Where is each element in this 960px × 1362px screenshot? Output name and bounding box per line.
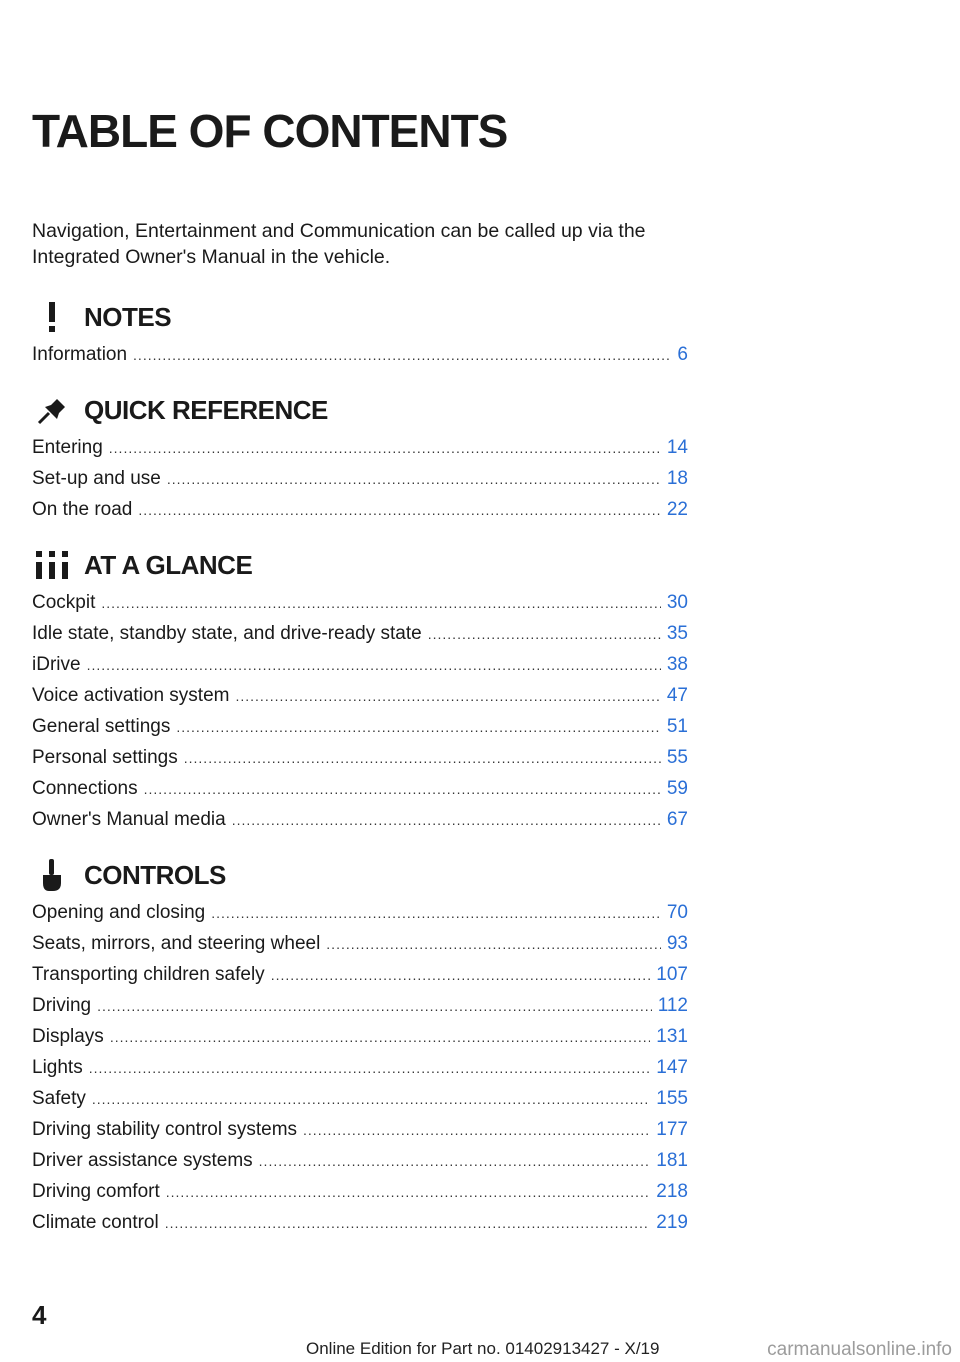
- dot-leader: [303, 1122, 650, 1138]
- toc-page-link[interactable]: 112: [657, 995, 688, 1016]
- toc-entry[interactable]: [32, 1181, 688, 1212]
- dot-leader: [428, 626, 661, 642]
- toc-entry[interactable]: [32, 468, 688, 499]
- section-title: CONTROLS: [84, 859, 226, 890]
- toc-page-link[interactable]: 177: [656, 1119, 688, 1140]
- dot-leader: [176, 719, 661, 735]
- toc-entry-label: Lights: [32, 1057, 83, 1078]
- dot-leader: [165, 1215, 651, 1231]
- dot-leader: [109, 440, 661, 456]
- toc-entry-label: Idle state, standby state, and drive-ready state: [32, 623, 422, 644]
- toc-page-link[interactable]: 18: [666, 468, 688, 489]
- dot-leader: [271, 967, 651, 983]
- toc-entry[interactable]: [32, 499, 688, 530]
- toc-entry-label: Displays: [32, 1026, 104, 1047]
- toc-section-quick-reference: [32, 389, 688, 530]
- toc-entry[interactable]: [32, 778, 688, 809]
- toc-entry[interactable]: [32, 933, 688, 964]
- toc-entry[interactable]: [32, 1088, 688, 1119]
- toc-page-link[interactable]: 219: [656, 1212, 688, 1233]
- toc-entry[interactable]: [32, 654, 688, 685]
- toc-entry-label: General settings: [32, 716, 171, 737]
- dot-leader: [166, 1184, 651, 1200]
- pin-icon: [32, 390, 72, 430]
- toc-page-link[interactable]: 93: [666, 933, 688, 954]
- toc-entry-label: Safety: [32, 1088, 86, 1109]
- toc-page-link[interactable]: 107: [656, 964, 688, 985]
- toc-entry[interactable]: [32, 1119, 688, 1150]
- dot-leader: [235, 688, 660, 704]
- toc-entry-label: Driving comfort: [32, 1181, 160, 1202]
- toc-page-link[interactable]: 14: [666, 437, 688, 458]
- dot-leader: [101, 595, 661, 611]
- dot-leader: [144, 781, 661, 797]
- toc-entry-label: Climate control: [32, 1212, 159, 1233]
- page-number: 4: [32, 1300, 47, 1330]
- toc-entry[interactable]: [32, 1026, 688, 1057]
- section-heading: [32, 389, 688, 431]
- toc-section-notes: [32, 296, 688, 375]
- section-title: NOTES: [84, 301, 172, 332]
- dot-leader: [259, 1153, 651, 1169]
- toc-entry[interactable]: [32, 344, 688, 375]
- toc-entry[interactable]: [32, 964, 688, 995]
- toc-entry-label: Entering: [32, 437, 103, 458]
- grid-icon: [32, 545, 72, 585]
- dot-leader: [92, 1091, 650, 1107]
- toc-entry-label: iDrive: [32, 654, 81, 675]
- dot-leader: [211, 905, 661, 921]
- toc-entry-label: Voice activation system: [32, 685, 230, 706]
- toc-entry-label: Seats, mirrors, and steering wheel: [32, 933, 321, 954]
- toc-entry-label: Driving: [32, 995, 92, 1016]
- dot-leader: [184, 750, 661, 766]
- toc-entry[interactable]: [32, 1150, 688, 1181]
- dot-leader: [167, 471, 661, 487]
- toc-page-link[interactable]: 70: [666, 902, 688, 923]
- toc-entry[interactable]: [32, 902, 688, 933]
- toc-entry-label: Opening and closing: [32, 902, 206, 923]
- footer-edition: Online Edition for Part no. 01402913427 - X/19: [306, 1339, 660, 1358]
- toc-page-link[interactable]: 22: [666, 499, 688, 520]
- section-heading: [32, 854, 688, 896]
- toc-entry[interactable]: [32, 437, 688, 468]
- toc-page-link[interactable]: 131: [656, 1026, 688, 1047]
- toc-page-link[interactable]: 47: [666, 685, 688, 706]
- toc-entry[interactable]: [32, 1212, 688, 1243]
- toc-page-link[interactable]: 155: [656, 1088, 688, 1109]
- toc-page-link[interactable]: 30: [666, 592, 688, 613]
- table-of-contents: [32, 296, 688, 1257]
- toc-entry-label: Driving stability control systems: [32, 1119, 298, 1140]
- footer-site-watermark: carmanualsonline.info: [767, 1339, 952, 1360]
- page-title: TABLE OF CONTENTS: [32, 105, 508, 157]
- exclamation-icon: [32, 297, 72, 337]
- toc-entry-label: Transporting children safely: [32, 964, 265, 985]
- dot-leader: [232, 812, 661, 828]
- dot-leader: [138, 502, 661, 518]
- section-heading: [32, 296, 688, 338]
- toc-page-link[interactable]: 147: [656, 1057, 688, 1078]
- toc-page-link[interactable]: 38: [666, 654, 688, 675]
- toc-entry[interactable]: [32, 716, 688, 747]
- section-title: QUICK REFERENCE: [84, 394, 328, 425]
- toc-entry-label: Personal settings: [32, 747, 178, 768]
- toc-entry-label: Connections: [32, 778, 138, 799]
- toc-page-link[interactable]: 67: [666, 809, 688, 830]
- dot-leader: [133, 347, 671, 363]
- toc-entry-label: Information: [32, 344, 128, 365]
- hand-pointer-icon: [32, 855, 72, 895]
- toc-entry-label: On the road: [32, 499, 133, 520]
- toc-entry[interactable]: [32, 747, 688, 778]
- toc-page-link[interactable]: 181: [656, 1150, 688, 1171]
- toc-entry[interactable]: [32, 809, 688, 840]
- toc-entry[interactable]: [32, 685, 688, 716]
- toc-page-link[interactable]: 55: [666, 747, 688, 768]
- toc-section-at-a-glance: [32, 544, 688, 840]
- toc-entry[interactable]: [32, 995, 688, 1026]
- toc-entry[interactable]: [32, 1057, 688, 1088]
- dot-leader: [89, 1060, 651, 1076]
- toc-page-link[interactable]: 59: [666, 778, 688, 799]
- section-heading: [32, 544, 688, 586]
- toc-entry-label: Cockpit: [32, 592, 96, 613]
- toc-page-link[interactable]: 35: [666, 623, 688, 644]
- footer: [0, 1336, 960, 1362]
- toc-section-controls: [32, 854, 688, 1243]
- dot-leader: [110, 1029, 650, 1045]
- toc-entry[interactable]: [32, 592, 688, 623]
- toc-entry-label: Owner's Manual media: [32, 809, 226, 830]
- toc-page-link[interactable]: 6: [677, 344, 688, 365]
- dot-leader: [97, 998, 652, 1014]
- toc-page-link[interactable]: 218: [656, 1181, 688, 1202]
- toc-entry[interactable]: [32, 623, 688, 654]
- toc-page-link[interactable]: 51: [666, 716, 688, 737]
- toc-entry-label: Driver assistance systems: [32, 1150, 253, 1171]
- toc-entry-label: Set-up and use: [32, 468, 161, 489]
- section-title: AT A GLANCE: [84, 549, 253, 580]
- dot-leader: [326, 936, 661, 952]
- dot-leader: [87, 657, 661, 673]
- intro-text: Navigation, Entertainment and Communication can be called up via the Integrated Owner's Manual in the vehicle.: [32, 220, 646, 268]
